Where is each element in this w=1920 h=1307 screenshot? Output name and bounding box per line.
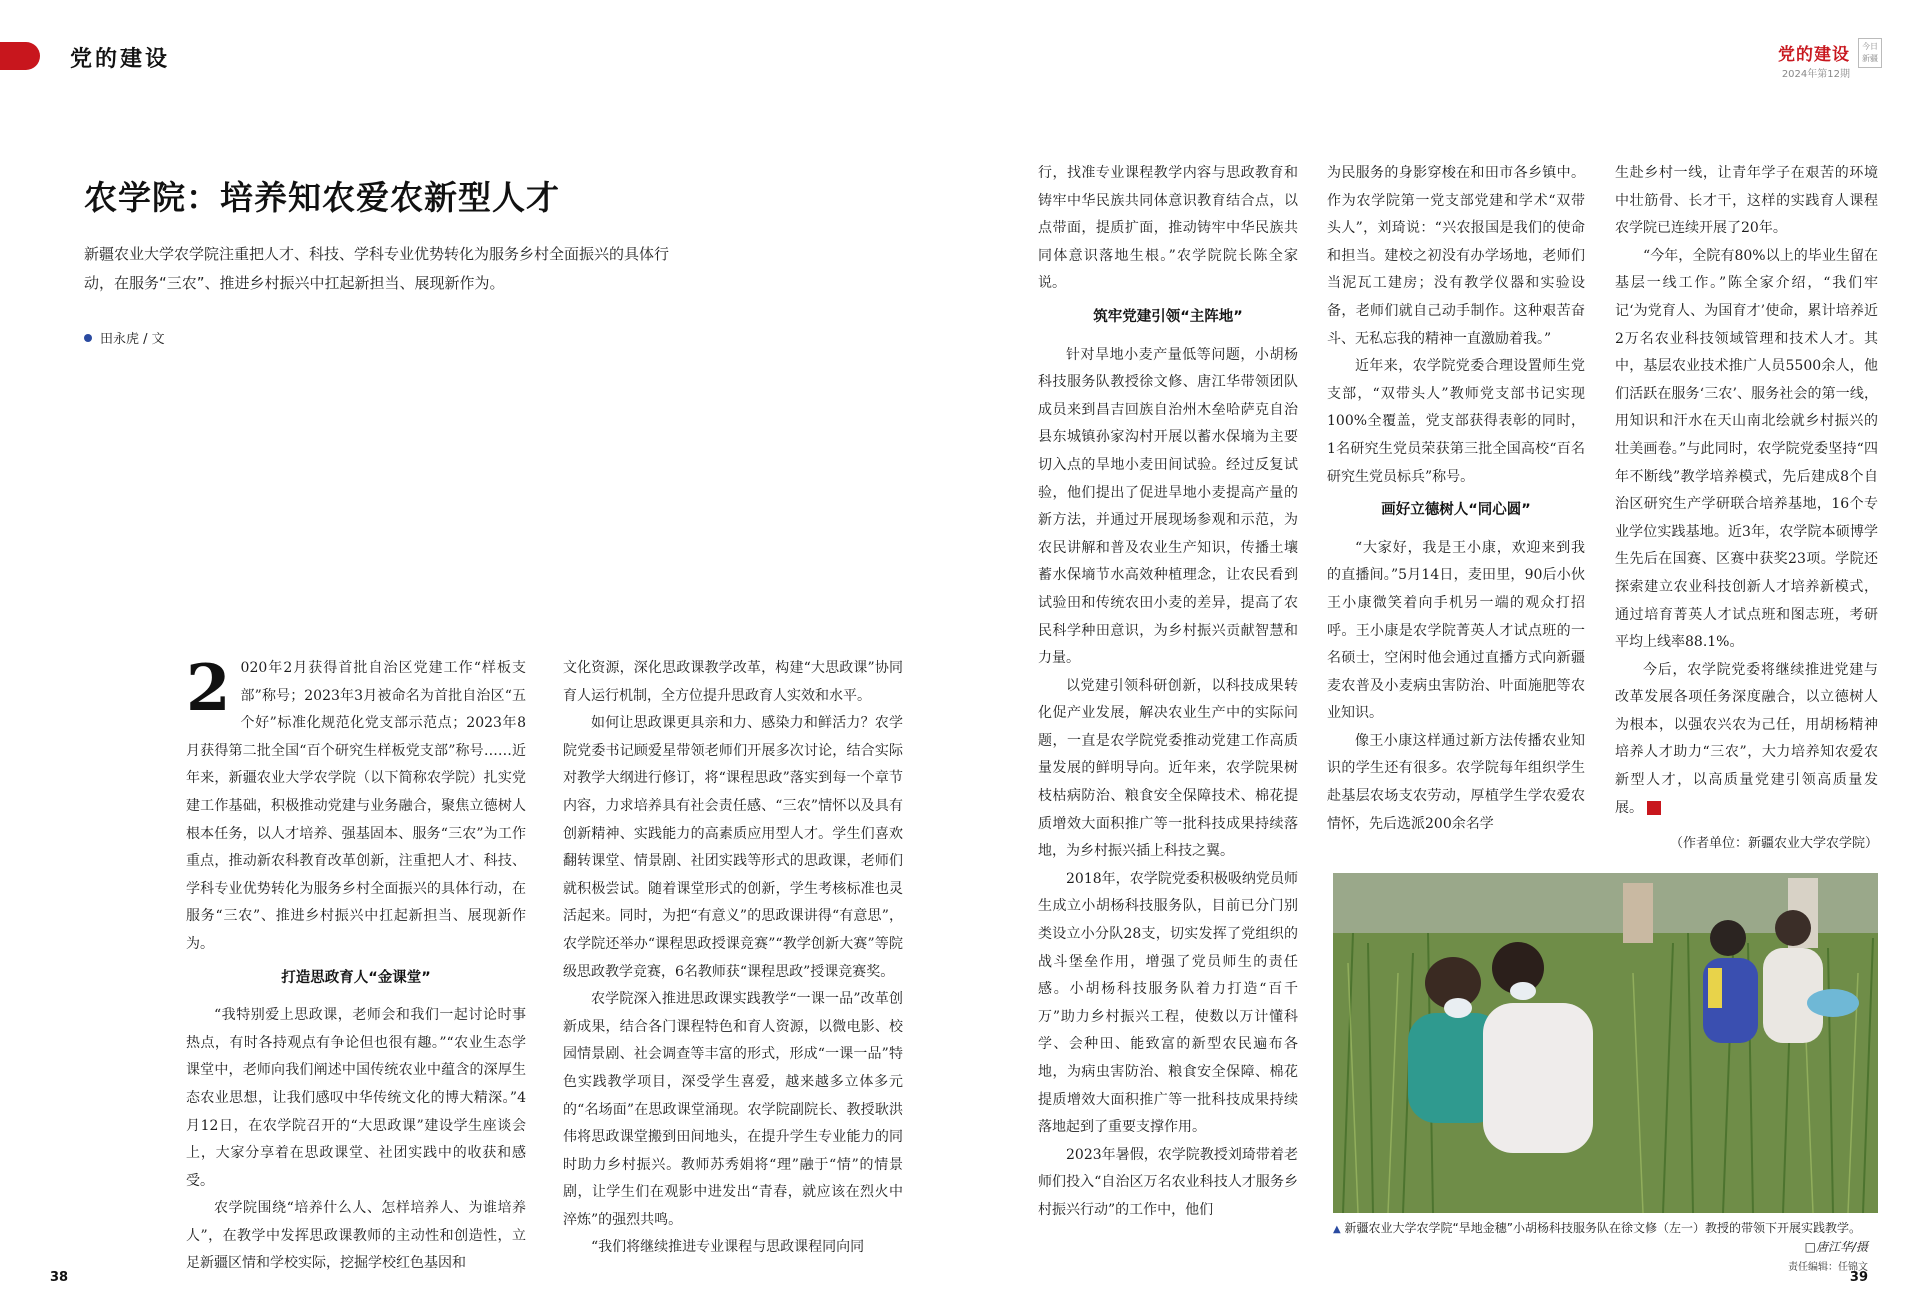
column-3 (1038, 160, 1298, 1225)
paragraph: 2023年暑假，农学院教授刘琦带着老师们投入“自治区万名农业科技人才服务乡村振兴行动”的工作中，他们 (1038, 1146, 1298, 1218)
magazine-header (1778, 40, 1850, 80)
paragraph: “今年，全院有80%以上的毕业生留在基层一线工作。”陈全家介绍，“我们牢记‘为党育人、为国育才’使命，累计培养近2万名农业科技领域管理和技术人才。其中，基层农业技术推广人员5500余人，他们活跃在服务‘三农’、服务社会的第一线，用知识和汗水在天山南北绘就乡村振兴的壮美画卷。”与此同时，农学院党委坚持“四年不断线”教学培养模式，先后建成8个自治区研究生产学研联合培养基地，16个专业学位实践基地。近3年，农学院本硕博学生先后在国赛、区赛中获奖23项。学院还探索建立农业科技创新人才培养新模式，通过培育菁英人才试点班和图志班，考研平均上线率88.1%。 (1615, 247, 1878, 651)
paragraph: “我特别爱上思政课，老师会和我们一起讨论时事热点，有时各持观点有争论但也很有趣。”“农业生态学课堂中，老师向我们阐述中国传统农业中蕴含的深厚生态农业思想，让我们感叹中华传统文化的博大精深。”4月12日，在农学院召开的“大思政课”建设学生座谈会上，大家分享着在思政课堂、社团实践中的收获和感受。 (186, 1007, 526, 1189)
byline-dot-icon (84, 334, 92, 342)
article-title: 农学院：培养知农爱农新型人才 (84, 178, 560, 217)
paragraph: 针对旱地小麦产量低等问题，小胡杨科技服务队教授徐文修、唐江华带领团队成员来到昌吉回族自治州木垒哈萨克自治县东城镇孙家沟村开展以蓄水保墒为主要切入点的旱地小麦田间试验。经过反复试验，他们提出了促进旱地小麦提高产量的新方法，并通过开展现场参观和示范，为农民讲解和普及农业生产知识，传播土壤蓄水保墒节水高效种植理念，让农民看到试验田和传统农田小麦的差异，提高了农民科学种田意识，为乡村振兴贡献智慧和力量。 (1038, 346, 1298, 667)
responsible-editor: 责任编辑：任锦文 (1788, 1262, 1868, 1273)
page-number-left: 38 (50, 1270, 69, 1285)
paragraph: 生赴乡村一线，让青年学子在艰苦的环境中壮筋骨、长才干，这样的实践育人课程农学院已连续开展了20年。 (1615, 165, 1878, 237)
article-lead: 新疆农业大学农学院注重把人才、科技、学科专业优势转化为服务乡村全面振兴的具体行动，在服务“三农”、推进乡村振兴中扛起新担当、展现新作为。 (84, 245, 670, 292)
column-5 (1615, 160, 1878, 858)
drop-cap: 2 (186, 651, 231, 726)
caption-text: 新疆农业大学农学院“旱地金穗”小胡杨科技服务队在徐文修（左一）教授的带领下开展实践教学。 (1344, 1221, 1861, 1235)
section-tab-marker (0, 42, 40, 70)
magazine-name: 党的建设 (1778, 45, 1850, 65)
paragraph: 文化资源，深化思政课教学改革，构建“大思政课”协同育人运行机制，全方位提升思政育人实效和水平。 (563, 660, 903, 704)
paragraph: “大家好，我是王小康，欢迎来到我的直播间。”5月14日，麦田里，90后小伙王小康微笑着向手机另一端的观众打招呼。王小康是农学院菁英人才试点班的一名硕士，空闲时他会通过直播方式向新疆麦农普及小麦病虫害防治、叶面施肥等农业知识。 (1327, 539, 1585, 722)
paragraph: 像王小康这样通过新方法传播农业知识的学生还有很多。农学院每年组织学生赴基层农场支农劳动，厚植学生学农爱农情怀，先后选派200余名学 (1327, 732, 1585, 832)
paragraph: 农学院围绕“培养什么人、怎样培养人、为谁培养人”，在教学中发挥思政课教师的主动性和创造性，立足新疆区情和学校实际，挖掘学校红色基因和 (186, 1200, 526, 1272)
photo-caption (1333, 1219, 1878, 1239)
wheat-field-illustration (1333, 873, 1878, 1213)
paragraph: 2018年，农学院党委积极吸纳党员师生成立小胡杨科技服务队，目前已分门别类设立小分队28支，切实发挥了党组织的战斗堡垒作用，增强了党员师生的责任感。小胡杨科技服务队着力打造“百千万”助力乡村振兴工程，使数以万计懂科学、会种田、能致富的新型农民遍布各地，为病虫害防治、粮食安全保障、棉花提质增效大面积推广等一批科技成果持续落地起到了重要支撑作用。 (1038, 870, 1298, 1136)
caption-triangle-icon: ▲ (1333, 1224, 1341, 1235)
column-1 (186, 651, 526, 1278)
paragraph-text: 今后，农学院党委将继续推进党建与改革发展各项任务深度融合，以立德树人为根本，以强农兴农为己任，用胡杨精神培养人才助力“三农”，大力培养知农爱农新型人才，以高质量党建引领高质量发展。 (1615, 661, 1878, 816)
paragraph: 如何让思政课更具亲和力、感染力和鲜活力？农学院党委书记顾爱星带领老师们开展多次讨论，结合实际对教学大纲进行修订，将“课程思政”落实到每一个章节内容，力求培养具有社会责任感、“三农”情怀以及具有创新精神、实践能力的高素质应用型人才。学生们喜欢翻转课堂、情景剧、社团实践等形式的思政课，老师们就积极尝试。随着课堂形式的创新，学生考核标准也灵活起来。同时，为把“有意义”的思政课讲得“有意思”，农学院还举办“课程思政授课竞赛”“教学创新大赛”等院级思政教学竞赛，6名教师获“课程思政”授课竞赛奖。 (563, 715, 903, 980)
magazine-issue: 2024年第12期 (1781, 69, 1850, 80)
section-title: 党的建设 (70, 46, 171, 72)
paragraph-text: 020年2月获得首批自治区党建工作“样板支部”称号；2023年3月被命名为首批自治区“五个好”标准化规范化党支部示范点；2023年8月获得第二批全国“百个研究生样板党支部”称号……近年来，新疆农业大学农学院（以下简称农学院）扎实党建工作基础，积极推动党建与业务融合，聚焦立德树人根本任务，以人才培养、强基固本、服务“三农”为工作重点，推动新农科教育改革创新，注重把人才、科技、学科专业优势转化为服务乡村全面振兴的具体行动，在服务“三农”、推进乡村振兴中扛起新担当、展现新作为。 (186, 660, 526, 952)
paragraph: 行，找准专业课程教学内容与思政教育和铸牢中华民族共同体意识教育结合点，以点带面，提质扩面，推动铸牢中华民族共同体意识落地生根。”农学院院长陈全家说。 (1038, 165, 1298, 292)
magazine-logo: 今日新疆 (1858, 38, 1882, 68)
subheading: 筑牢党建引领“主阵地” (1093, 308, 1243, 325)
photo-credit: □唐江华/摄 (1804, 1240, 1868, 1254)
paragraph (186, 651, 526, 959)
end-mark-icon: J (1647, 801, 1661, 815)
column-4 (1327, 160, 1585, 838)
byline (84, 328, 165, 347)
field-photo (1333, 873, 1878, 1213)
paragraph (1615, 657, 1878, 823)
paragraph: 近年来，农学院党委合理设置师生党支部，“双带头人”教师党支部书记实现100%全覆盖，党支部获得表彰的同时，1名研究生党员荣获第三批全国高校“百名研究生党员标兵”称号。 (1327, 358, 1585, 485)
paragraph: 为民服务的身影穿梭在和田市各乡镇中。作为农学院第一党支部党建和学术“双带头人”，刘琦说：“兴农报国是我们的使命和担当。建校之初没有办学场地，老师们当泥瓦工建房；没有教学仪器和实验设备，老师们就自己动手制作。这种艰苦奋斗、无私忘我的精神一直激励着我。” (1327, 165, 1585, 347)
subheading: 画好立德树人“同心圆” (1381, 502, 1531, 519)
paragraph: 以党建引领科研创新，以科技成果转化促产业发展，解决农业生产中的实际问题，一直是农学院党委推动党建工作高质量发展的鲜明导向。近年来，农学院果树枝枯病防治、粮食安全保障技术、棉花提质增效大面积推广等一批科技成果持续落地，为乡村振兴插上科技之翼。 (1038, 677, 1298, 860)
byline-text: 田永虎 / 文 (100, 332, 165, 347)
page-number-right: 39 (1849, 1270, 1868, 1285)
column-2 (563, 655, 903, 1262)
paragraph: “我们将继续推进专业课程与思政课程同向同 (591, 1239, 865, 1256)
author-note: （作者单位：新疆农业大学农学院） (1669, 836, 1878, 852)
subheading: 打造思政育人“金课堂” (281, 969, 431, 986)
paragraph: 农学院深入推进思政课实践教学“一课一品”改革创新成果，结合各门课程特色和育人资源，以微电影、校园情景剧、社会调查等丰富的形式，形成“一课一品”特色实践教学项目，深受学生喜爱，越来越多立体多元的“名场面”在思政课堂涌现。农学院副院长、教授耿洪伟将思政课堂搬到田间地头，在提升学生专业能力的同时助力乡村振兴。教师苏秀娟将“理”融于“情”的情景剧，让学生们在观影中进发出“青春，就应该在烈火中淬炼”的强烈共鸣。 (563, 991, 903, 1228)
